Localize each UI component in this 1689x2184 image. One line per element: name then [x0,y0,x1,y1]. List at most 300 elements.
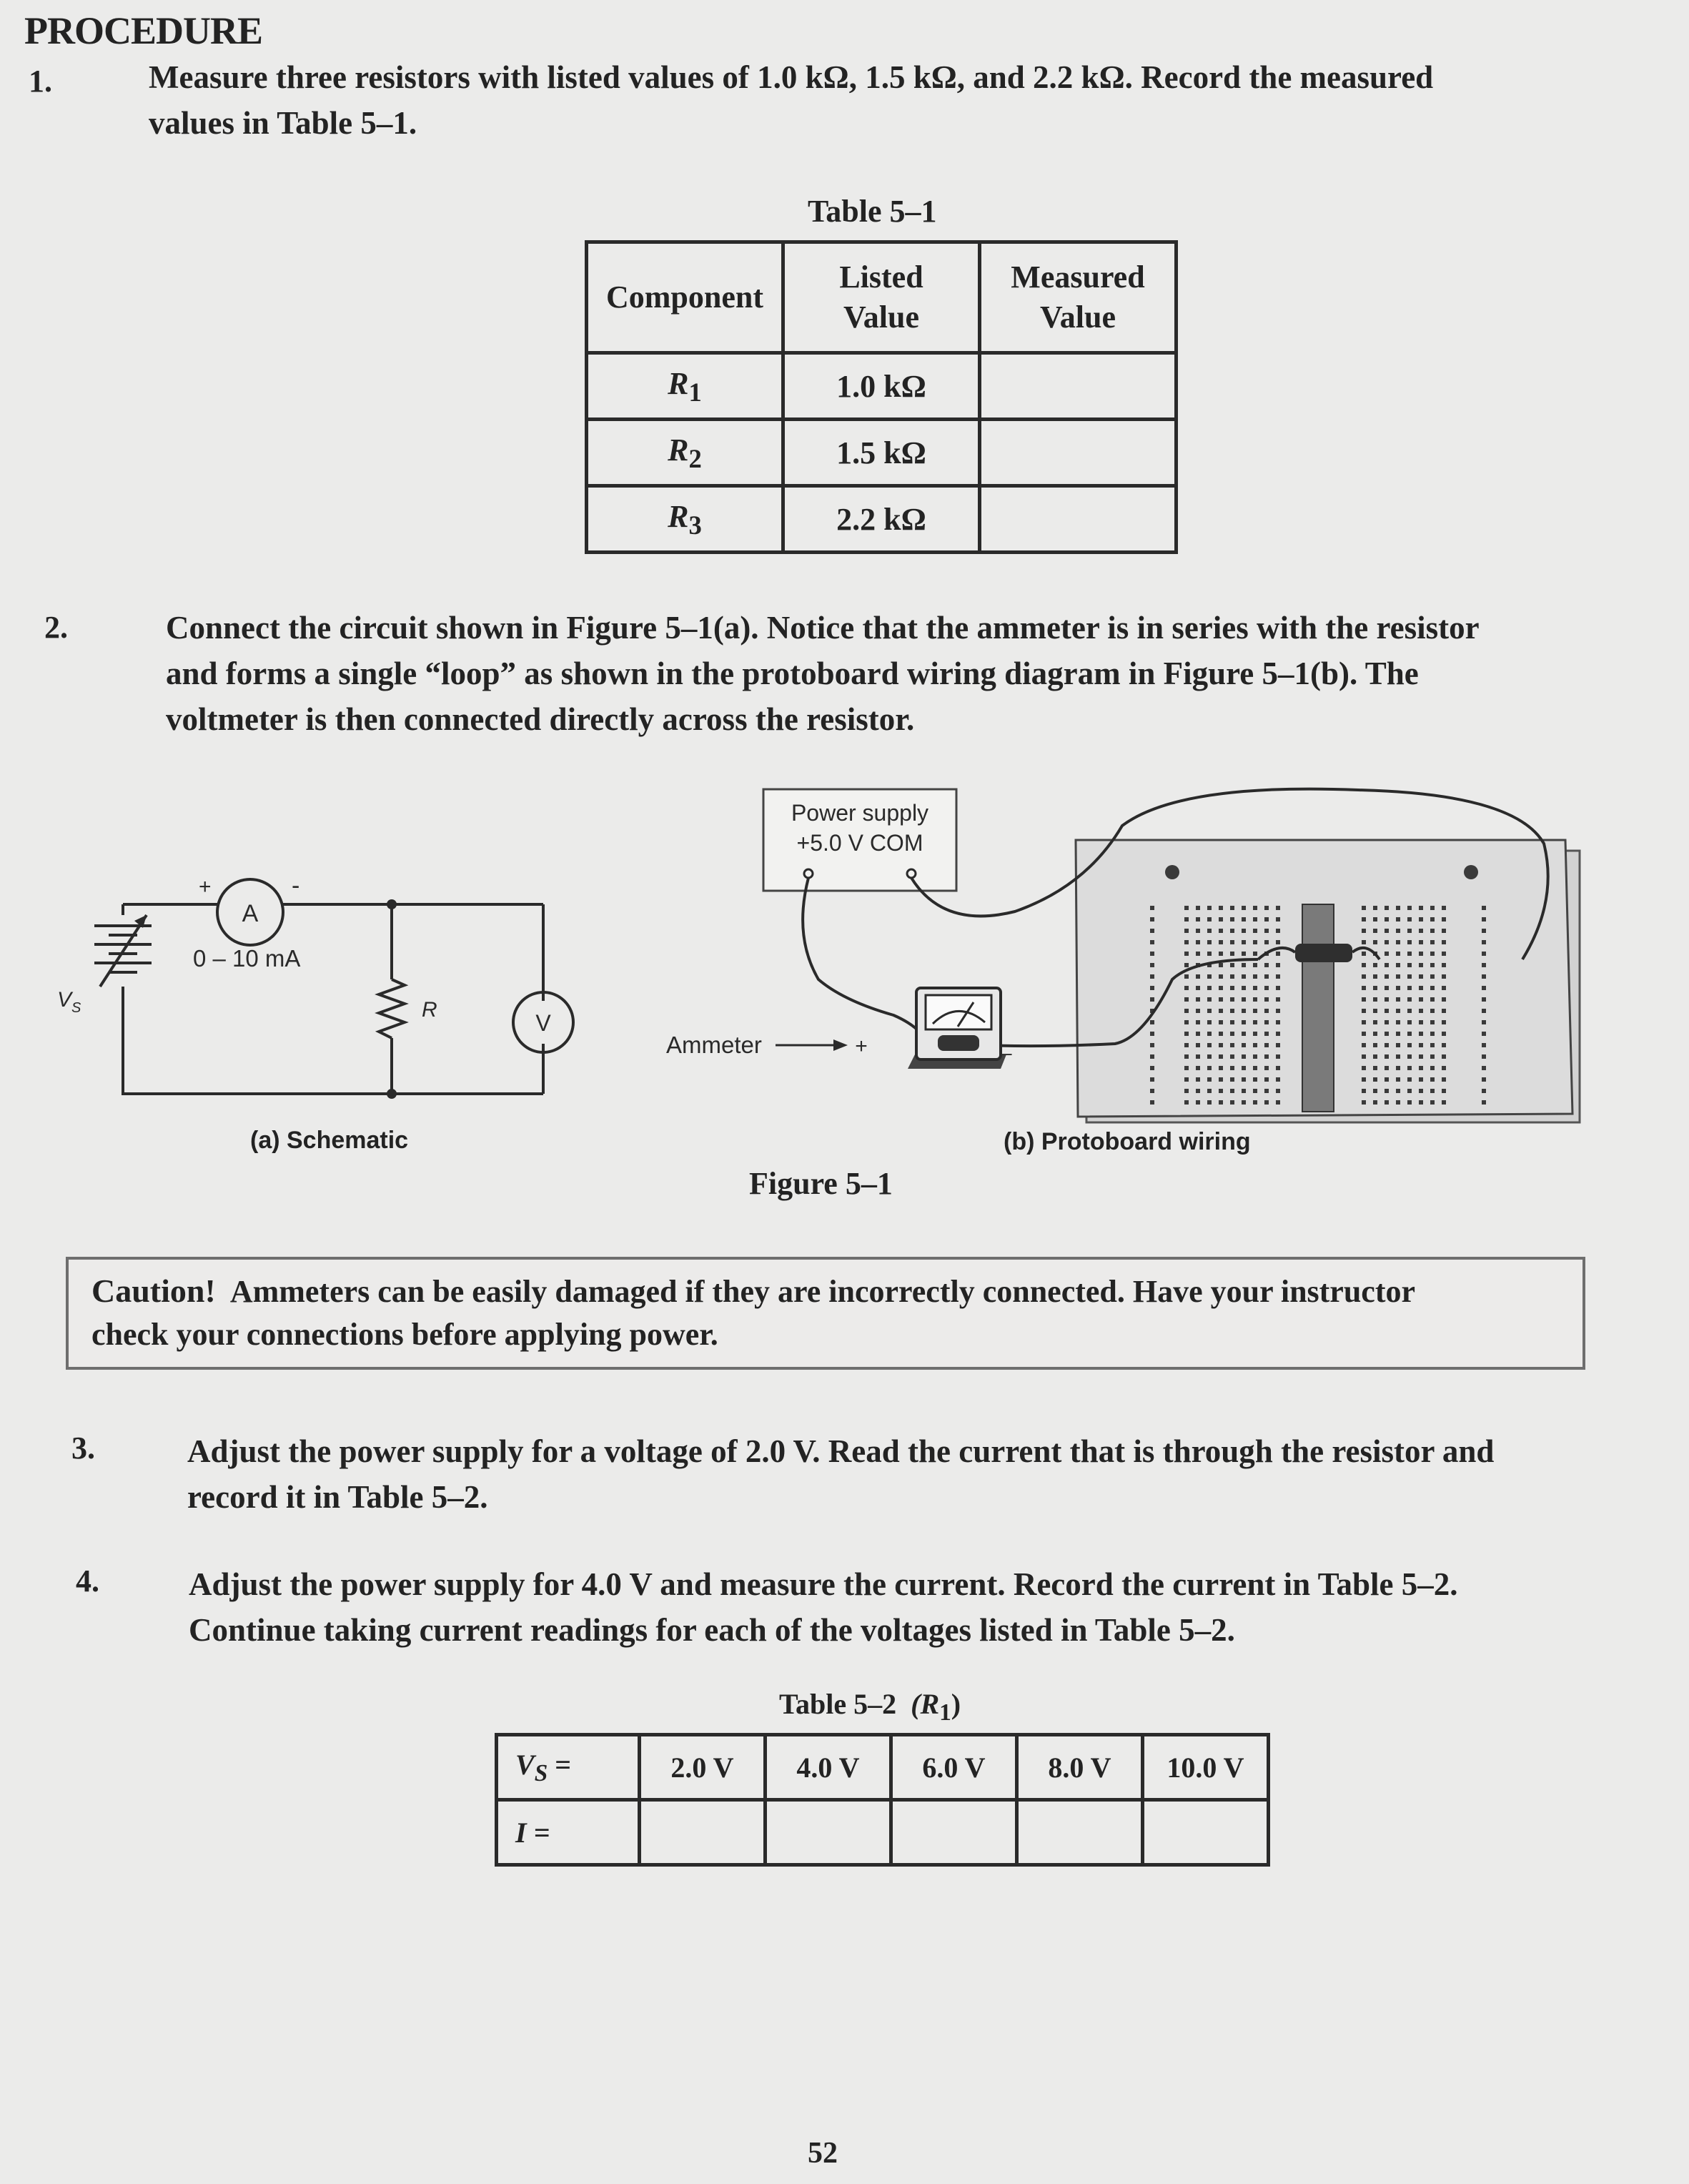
protoboard-hole [1362,1066,1366,1070]
protoboard-hole [1196,1009,1200,1013]
protoboard-hole [1482,940,1486,944]
protoboard-hole [1419,974,1423,979]
table-row [497,1800,1269,1865]
protoboard-hole [1184,1100,1189,1105]
protoboard-hole [1253,974,1257,979]
protoboard-hole [1362,940,1366,944]
protoboard-hole [1253,1020,1257,1024]
protoboard-hole [1396,929,1400,933]
protoboard-hole [1407,1100,1412,1105]
protoboard-hole [1276,906,1280,910]
protoboard-hole [1276,1020,1280,1024]
protoboard-hole [1184,1009,1189,1013]
protoboard-hole [1407,929,1412,933]
protoboard-hole [1385,986,1389,990]
protoboard-hole [1184,997,1189,1002]
protoboard-hole [1407,986,1412,990]
caution-label: Caution! [91,1273,216,1309]
protoboard-hole [1373,1089,1377,1093]
protoboard-hole [1219,986,1223,990]
ammeter-minus: - [292,872,300,899]
protoboard-hole [1396,940,1400,944]
protoboard-hole [1482,997,1486,1002]
protoboard-hole [1264,986,1269,990]
protoboard-hole [1442,917,1446,921]
protoboard-hole [1482,906,1486,910]
protoboard-hole [1253,940,1257,944]
protoboard-hole [1253,1089,1257,1093]
protoboard-hole [1430,1020,1435,1024]
protoboard-hole [1362,1089,1366,1093]
protoboard-hole [1242,997,1246,1002]
protoboard-hole [1482,974,1486,979]
protoboard-hole [1184,1032,1189,1036]
caution-box [66,1257,1585,1370]
table-5-1-measured-r1[interactable] [980,353,1177,420]
protoboard-hole [1276,1100,1280,1105]
source-label: $V_S$ [57,988,81,1016]
protoboard-hole [1242,1089,1246,1093]
protoboard-hole [1253,1077,1257,1082]
protoboard-hole [1264,929,1269,933]
protoboard-hole [1373,1020,1377,1024]
table-5-1-measured-r2[interactable] [980,420,1177,486]
protoboard-hole [1430,1032,1435,1036]
protoboard-hole [1264,940,1269,944]
protoboard-hole [1362,986,1366,990]
figure-5-1-caption: Figure 5–1 [749,1166,893,1201]
protoboard-hole [1184,1054,1189,1059]
protoboard-hole [1385,906,1389,910]
table-5-2-voltage-2: 4.0 V [766,1735,891,1800]
protoboard-hole [1196,1100,1200,1105]
table-5-2-voltage-5: 10.0 V [1143,1735,1269,1800]
ammeter-range: 0 – 10 mA [193,945,301,972]
protoboard-hole [1373,974,1377,979]
protoboard-hole [1242,929,1246,933]
protoboard-hole [1207,1077,1212,1082]
protoboard-hole [1482,952,1486,956]
meter-plus: + [855,1034,868,1058]
protoboard-hole [1230,963,1234,967]
protoboard-hole [1207,1032,1212,1036]
protoboard-hole [1253,952,1257,956]
protoboard-screw-left [1165,865,1179,879]
protoboard-hole [1407,1066,1412,1070]
protoboard-hole [1407,1020,1412,1024]
step-1-line-2: values in Table 5–1. [149,105,417,141]
protoboard-hole [1362,1077,1366,1082]
schematic-wire-bottom [123,987,543,1094]
protoboard-caption: (b) Protoboard wiring [1004,1128,1251,1155]
protoboard-hole [1242,974,1246,979]
protoboard-hole [1276,929,1280,933]
protoboard-hole [1253,963,1257,967]
protoboard-hole [1419,940,1423,944]
protoboard-hole [1242,1077,1246,1082]
protoboard-hole [1242,940,1246,944]
protoboard-hole [1419,997,1423,1002]
protoboard-hole [1230,1032,1234,1036]
protoboard-hole [1253,1066,1257,1070]
protoboard-hole [1184,1020,1189,1024]
table-5-1-listed-r3: 2.2 kΩ [783,486,980,553]
table-5-2-current-3[interactable] [891,1800,1017,1865]
protoboard-hole [1385,963,1389,967]
protoboard-hole [1219,929,1223,933]
protoboard-hole [1242,1054,1246,1059]
protoboard-hole [1442,1043,1446,1047]
table-5-1-header-component: Component [587,242,783,353]
table-5-2-voltage-3: 6.0 V [891,1735,1017,1800]
protoboard-hole [1150,1089,1154,1093]
protoboard-hole [1482,1100,1486,1105]
protoboard-hole [1373,963,1377,967]
protoboard-hole [1373,986,1377,990]
table-5-2-current-5[interactable] [1143,1800,1269,1865]
protoboard-hole [1407,1043,1412,1047]
protoboard-hole [1219,974,1223,979]
protoboard-hole [1430,1009,1435,1013]
protoboard-hole [1242,1100,1246,1105]
protoboard-hole [1230,929,1234,933]
protoboard-hole [1196,974,1200,979]
table-5-2-voltage-4: 8.0 V [1017,1735,1143,1800]
protoboard-hole [1407,906,1412,910]
protoboard-hole [1362,917,1366,921]
step-3-text [187,1428,1494,1520]
protoboard-hole [1419,1020,1423,1024]
schematic-diagram [94,879,573,1094]
protoboard-hole [1442,974,1446,979]
protoboard-hole [1150,974,1154,979]
protoboard-hole [1442,997,1446,1002]
supply-positive-wire [803,878,929,1044]
ammeter-plus: + [199,875,212,899]
protoboard-hole [1276,1089,1280,1093]
protoboard-hole [1442,940,1446,944]
protoboard-hole [1407,974,1412,979]
ammeter-knob [938,1035,979,1051]
protoboard-hole [1264,997,1269,1002]
protoboard-hole [1150,1100,1154,1105]
protoboard-hole [1430,1043,1435,1047]
protoboard-hole [1242,917,1246,921]
protoboard-hole [1482,1043,1486,1047]
protoboard-hole [1396,997,1400,1002]
step-3-line-2: record it in Table 5–2. [187,1479,488,1515]
step-2-line-2: and forms a single “loop” as shown in the protoboard wiring diagram in Figure 5–1(b). The [166,656,1419,691]
protoboard-hole [1230,974,1234,979]
table-5-2-vs-label: $V_S$ = [497,1735,640,1800]
protoboard-hole [1207,906,1212,910]
protoboard-hole [1207,917,1212,921]
schematic-caption: (a) Schematic [250,1127,409,1154]
protoboard-hole [1184,963,1189,967]
protoboard-hole [1242,1009,1246,1013]
protoboard-hole [1150,1043,1154,1047]
resistor-label: R [422,998,437,1022]
table-5-1-component-r2: $R_2$ [587,420,783,486]
protoboard-hole [1184,952,1189,956]
protoboard-hole [1419,952,1423,956]
protoboard-hole [1196,1089,1200,1093]
protoboard-hole [1419,1100,1423,1105]
protoboard-hole [1150,1077,1154,1082]
caution-text [91,1270,1415,1356]
protoboard-hole [1362,906,1366,910]
step-2-line-1: Connect the circuit shown in Figure 5–1(a). Notice that the ammeter is in series with the resistor [166,610,1480,646]
protoboard-hole [1184,1043,1189,1047]
table-5-1-component-r1: $R_1$ [587,353,783,420]
protoboard-hole [1219,1054,1223,1059]
protoboard-hole [1396,1032,1400,1036]
protoboard-hole [1396,963,1400,967]
protoboard-hole [1264,1089,1269,1093]
protoboard-hole [1385,1077,1389,1082]
protoboard-hole [1207,986,1212,990]
protoboard-hole [1196,917,1200,921]
protoboard-hole [1253,917,1257,921]
table-5-2 [495,1733,1270,1867]
protoboard-hole [1407,963,1412,967]
protoboard-hole [1242,906,1246,910]
table-5-2-current-1[interactable] [640,1800,766,1865]
protoboard-hole [1253,1100,1257,1105]
protoboard-hole [1150,929,1154,933]
protoboard-hole [1362,1054,1366,1059]
protoboard-hole [1430,986,1435,990]
protoboard-hole [1396,1043,1400,1047]
protoboard-hole [1150,1054,1154,1059]
protoboard-hole [1407,1054,1412,1059]
protoboard-hole [1276,917,1280,921]
protoboard-hole [1219,997,1223,1002]
protoboard-hole [1207,1066,1212,1070]
protoboard-hole [1430,1066,1435,1070]
protoboard-hole [1396,1077,1400,1082]
protoboard-hole [1207,1020,1212,1024]
junction-top [387,899,397,909]
protoboard-hole [1230,997,1234,1002]
protoboard-hole [1407,917,1412,921]
table-5-2-current-4[interactable] [1017,1800,1143,1865]
protoboard-hole [1219,952,1223,956]
protoboard-hole [1242,1020,1246,1024]
protoboard-hole [1207,1009,1212,1013]
protoboard-hole [1385,1066,1389,1070]
protoboard-hole [1430,1089,1435,1093]
protoboard-hole [1196,1020,1200,1024]
protoboard-hole [1442,1020,1446,1024]
table-5-1-title: Table 5–1 [808,194,937,229]
protoboard-hole [1430,917,1435,921]
protoboard-hole [1396,917,1400,921]
protoboard-hole [1362,1043,1366,1047]
protoboard-hole [1407,1009,1412,1013]
protoboard-hole [1219,963,1223,967]
protoboard-hole [1362,1020,1366,1024]
protoboard-hole [1264,1054,1269,1059]
protoboard-hole [1253,1054,1257,1059]
caution-line-2: check your connections before applying power. [91,1317,718,1352]
protoboard-hole [1276,1054,1280,1059]
protoboard-hole [1207,1089,1212,1093]
protoboard-hole [1196,929,1200,933]
table-row [587,486,1177,553]
table-5-2-current-2[interactable] [766,1800,891,1865]
protoboard-hole [1196,952,1200,956]
protoboard-hole [1150,997,1154,1002]
protoboard-hole [1230,1054,1234,1059]
step-4-text [189,1561,1457,1653]
protoboard-hole [1207,1100,1212,1105]
protoboard-hole [1207,952,1212,956]
protoboard-hole [1264,1020,1269,1024]
protoboard-hole [1219,1066,1223,1070]
protoboard-hole [1482,1009,1486,1013]
table-5-1 [585,240,1178,554]
table-5-2-i-label: I = [497,1800,640,1865]
step-3-number: 3. [71,1431,95,1466]
protoboard-hole [1385,974,1389,979]
protoboard-hole [1253,1032,1257,1036]
protoboard-hole [1253,906,1257,910]
protoboard-hole [1442,929,1446,933]
table-5-1-header-measured: Measured Value [980,242,1177,353]
protoboard-hole [1264,1066,1269,1070]
step-1-number: 1. [29,64,52,99]
protoboard-hole [1385,1032,1389,1036]
protoboard-hole [1264,963,1269,967]
protoboard-hole [1419,1009,1423,1013]
protoboard-hole [1385,1089,1389,1093]
protoboard-hole [1482,1066,1486,1070]
protoboard-hole [1253,997,1257,1002]
protoboard-hole [1276,940,1280,944]
protoboard-hole [1362,974,1366,979]
procedure-heading: PROCEDURE [24,9,263,52]
protoboard-channel [1302,904,1334,1112]
protoboard-hole [1150,952,1154,956]
protoboard-hole [1264,917,1269,921]
protoboard-hole [1242,986,1246,990]
protoboard-hole [1150,963,1154,967]
table-row [497,1735,1269,1800]
protoboard-hole [1362,997,1366,1002]
table-5-1-measured-r3[interactable] [980,486,1177,553]
protoboard-hole [1373,1032,1377,1036]
protoboard-hole [1362,1100,1366,1105]
protoboard-hole [1230,1066,1234,1070]
protoboard-hole [1430,906,1435,910]
protoboard-hole [1419,906,1423,910]
protoboard-hole [1184,929,1189,933]
protoboard-hole [1442,1089,1446,1093]
protoboard-hole [1196,1032,1200,1036]
protoboard-hole [1407,1089,1412,1093]
protoboard-hole [1276,1009,1280,1013]
protoboard-hole [1219,940,1223,944]
junction-bottom [387,1089,397,1099]
protoboard-hole [1276,952,1280,956]
step-1-text [149,54,1433,146]
protoboard-hole [1253,1009,1257,1013]
protoboard-hole [1385,940,1389,944]
protoboard-hole [1419,986,1423,990]
table-5-1-listed-r1: 1.0 kΩ [783,353,980,420]
step-2-line-3: voltmeter is then connected directly across the resistor. [166,701,915,737]
protoboard-hole [1419,1043,1423,1047]
step-4-line-2: Continue taking current readings for each of the voltages listed in Table 5–2. [189,1612,1235,1648]
protoboard-hole [1442,952,1446,956]
protoboard-hole [1150,940,1154,944]
protoboard-hole [1430,952,1435,956]
protoboard-hole [1219,1100,1223,1105]
protoboard-hole [1482,1077,1486,1082]
protoboard-hole [1385,997,1389,1002]
protoboard-hole [1264,974,1269,979]
table-5-1-listed-r2: 1.5 kΩ [783,420,980,486]
protoboard-hole [1184,940,1189,944]
protoboard-hole [1407,940,1412,944]
table-5-2-title: Table 5–2 $(R_1)$ [779,1688,961,1726]
step-2-text [166,605,1480,742]
protoboard-hole [1385,917,1389,921]
protoboard-hole [1482,986,1486,990]
protoboard-hole [1482,1089,1486,1093]
protoboard-hole [1207,974,1212,979]
protoboard-hole [1362,1032,1366,1036]
protoboard-hole [1396,1054,1400,1059]
protoboard-hole [1242,1032,1246,1036]
protoboard-hole [1430,929,1435,933]
step-2-number: 2. [44,610,68,645]
protoboard-hole [1230,986,1234,990]
protoboard-hole [1419,1032,1423,1036]
protoboard-hole [1264,906,1269,910]
protoboard-hole [1385,952,1389,956]
protoboard-hole [1230,1009,1234,1013]
protoboard-hole [1396,1100,1400,1105]
protoboard-hole [1385,1020,1389,1024]
protoboard-hole [1396,974,1400,979]
protoboard-hole [1385,1043,1389,1047]
protoboard-hole [1276,1032,1280,1036]
protoboard-hole [1150,1032,1154,1036]
protoboard-hole [1362,929,1366,933]
protoboard-hole [1430,1100,1435,1105]
protoboard-hole [1442,906,1446,910]
protoboard-hole [1385,1009,1389,1013]
protoboard-hole [1276,974,1280,979]
protoboard-hole [1219,906,1223,910]
protoboard-hole [1219,1020,1223,1024]
protoboard-hole [1196,940,1200,944]
protoboard-hole [1430,997,1435,1002]
protoboard-hole [1430,963,1435,967]
step-4-number: 4. [76,1563,99,1599]
protoboard-hole [1419,1089,1423,1093]
protoboard-hole [1362,1009,1366,1013]
protoboard-hole [1482,1020,1486,1024]
protoboard-hole [1242,952,1246,956]
protoboard-hole [1373,1100,1377,1105]
protoboard-hole [1184,986,1189,990]
protoboard-hole [1196,1066,1200,1070]
protoboard-hole [1482,1032,1486,1036]
resistor-symbol [379,979,405,1038]
